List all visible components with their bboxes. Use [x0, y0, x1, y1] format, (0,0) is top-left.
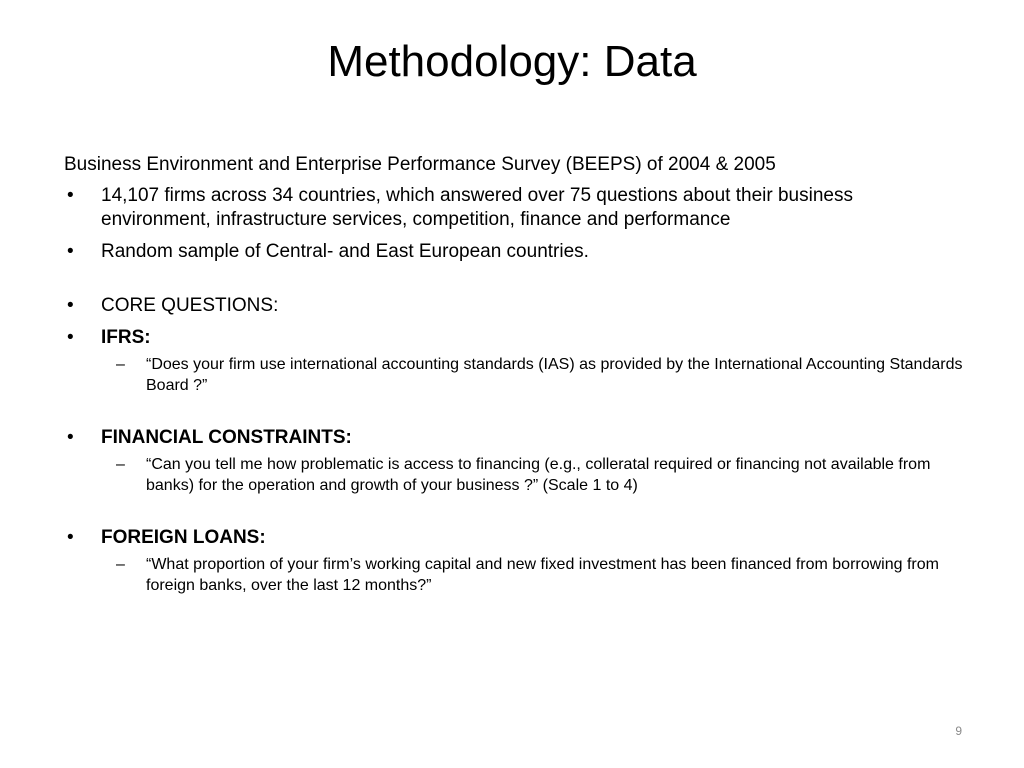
bullet-foreign-loans	[64, 526, 964, 550]
bullet-core-questions	[64, 294, 964, 318]
question-text: “What proportion of your firm’s working capital and new fixed investment has been financed from borrowing from foreign banks, over the last 12 months?”	[146, 556, 939, 594]
core-questions-heading: CORE QUESTIONS:	[101, 295, 279, 316]
bullet-marker: •	[67, 241, 74, 262]
page-number: 9	[955, 724, 962, 738]
question-text: “Does your firm use international accounting standards (IAS) as provided by the International Accounting Standards Board ?”	[146, 356, 963, 394]
dash-marker: –	[116, 556, 125, 573]
bullet-marker: •	[67, 295, 74, 316]
section-label-foreign-loans: FOREIGN LOANS:	[101, 527, 266, 548]
bullet-marker: •	[67, 185, 74, 206]
bullet-firms	[64, 184, 964, 232]
bullet-ifrs	[64, 326, 964, 350]
question-foreign-loans	[64, 554, 964, 596]
bullet-text: 14,107 firms across 34 countries, which answered over 75 questions about their business environment, infrastructure services, competition, finance and performance	[101, 185, 853, 230]
bullet-marker: •	[67, 527, 74, 548]
dash-marker: –	[116, 356, 125, 373]
bullet-financial-constraints	[64, 426, 964, 450]
bullet-marker: •	[67, 327, 74, 348]
dash-marker: –	[116, 456, 125, 473]
question-text: “Can you tell me how problematic is access to financing (e.g., colleratal required or financing not available from banks) for the operation and growth of your business ?” (Scale 1 to 4)	[146, 456, 931, 494]
bullet-sample	[64, 240, 964, 264]
bullet-marker: •	[67, 427, 74, 448]
slide-title: Methodology: Data	[327, 37, 697, 86]
intro-text: Business Environment and Enterprise Performance Survey (BEEPS) of 2004 & 2005	[64, 154, 776, 175]
section-label-ifrs: IFRS:	[101, 327, 151, 348]
section-label-financial-constraints: FINANCIAL CONSTRAINTS:	[101, 427, 352, 448]
bullet-text: Random sample of Central- and East European countries.	[101, 241, 589, 262]
spacer	[64, 506, 964, 526]
question-financial-constraints	[64, 454, 964, 496]
spacer	[64, 272, 964, 294]
slide-body	[64, 152, 964, 606]
spacer	[64, 406, 964, 426]
question-ifrs	[64, 354, 964, 396]
